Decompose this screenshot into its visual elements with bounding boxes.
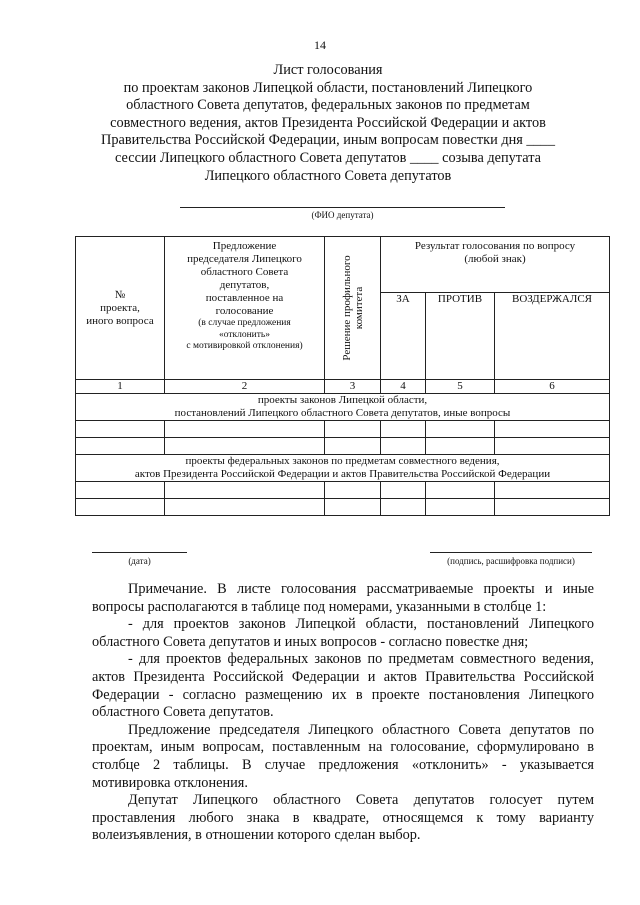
title-line: сессии Липецкого областного Совета депутатов ____ созыва депутата [115, 149, 541, 166]
vote-box-za[interactable] [381, 482, 426, 499]
title-line: Липецкого областного Совета депутатов [204, 167, 452, 184]
table-row [76, 499, 610, 516]
signature-line [430, 552, 592, 553]
column-index-row: 1 2 3 4 5 6 [76, 380, 610, 394]
vote-box-za[interactable] [381, 499, 426, 516]
section-regional-header: проекты законов Липецкой области, постановлений Липецкого областного Совета депутатов, иные вопросы [76, 394, 610, 421]
document-title [88, 62, 568, 185]
section-regional-row [76, 394, 610, 421]
section-federal-header: проекты федеральных законов по предметам совместного ведения, актов Президента Российской Федерации и актов Правительства Российской Федерации [76, 455, 610, 482]
header-result: Результат голосования по вопросу (любой знак) [381, 237, 610, 293]
header-za: ЗА [381, 293, 426, 380]
header-proposal: Предложение председателя Липецкого областного Совета депутатов, поставленное на голосование (в случае предложения «отклонить» с мотивировкой отклонения) [165, 237, 325, 380]
note-paragraph: - для проектов законов Липецкой области, постановлений Липецкого областного Совета депутатов и иных вопросов - согласно повестке дня; [92, 616, 594, 650]
table-header-row [76, 237, 610, 293]
title-line: областного Совета депутатов, федеральных законов по предметам [126, 97, 530, 114]
note-paragraph: Депутат Липецкого областного Совета депутатов голосует путем проставления любого знака в квадрате, относящемся к тому варианту волеизъявления, в отношении которого сделан выбор. [92, 792, 594, 844]
header-protiv: ПРОТИВ [426, 293, 495, 380]
vote-box-protiv[interactable] [426, 438, 495, 455]
table-row [76, 438, 610, 455]
title-line: Лист голосования [273, 62, 383, 78]
fio-signature-line [180, 207, 505, 208]
date-caption: (дата) [128, 556, 151, 566]
title-line: по проектам законов Липецкой области, постановлений Липецкого [123, 79, 533, 96]
section-federal-row [76, 455, 610, 482]
voting-table [75, 236, 610, 516]
vote-box-vozderzhalsya[interactable] [495, 438, 610, 455]
vote-box-protiv[interactable] [426, 482, 495, 499]
vote-box-vozderzhalsya[interactable] [495, 499, 610, 516]
date-line [92, 552, 187, 553]
note-paragraph: - для проектов федеральных законов по предметам совместного ведения, актов Президента Российской Федерации и актов Правительства Российской Федерации - согласно размещению их в проекте постановления Липецкого областного Совета депутатов. [92, 651, 594, 721]
header-num: № проекта, иного вопроса [76, 237, 165, 380]
fio-caption: (ФИО депутата) [311, 210, 374, 220]
note-paragraph: Предложение председателя Липецкого областного Совета депутатов по проектам, иным вопросам, поставленным на голосование, сформулировано в столбце 2 таблицы. В случае предложения «отклонить» - указывается мотивировка отклонения. [92, 721, 594, 791]
signature-caption: (подпись, расшифровка подписи) [447, 556, 575, 566]
header-vozderzhalsya: ВОЗДЕРЖАЛСЯ [495, 293, 610, 380]
vote-box-za[interactable] [381, 438, 426, 455]
page-number: 14 [314, 38, 326, 52]
vote-box-vozderzhalsya[interactable] [495, 482, 610, 499]
vote-box-za[interactable] [381, 421, 426, 438]
vote-box-protiv[interactable] [426, 421, 495, 438]
note-section [92, 581, 594, 845]
vote-box-protiv[interactable] [426, 499, 495, 516]
vote-box-vozderzhalsya[interactable] [495, 421, 610, 438]
note-paragraph: Примечание. В листе голосования рассматриваемые проекты и иные вопросы располагаются в таблице под номерами, указанными в столбце 1: [92, 581, 594, 615]
title-line: совместного ведения, актов Президента Российской Федерации и актов [110, 114, 546, 131]
table-row [76, 421, 610, 438]
table-row [76, 482, 610, 499]
title-line: Правительства Российской Федерации, иным вопросам повестки дня ____ [101, 132, 555, 149]
header-committee: Решение профильного комитета [325, 237, 381, 380]
